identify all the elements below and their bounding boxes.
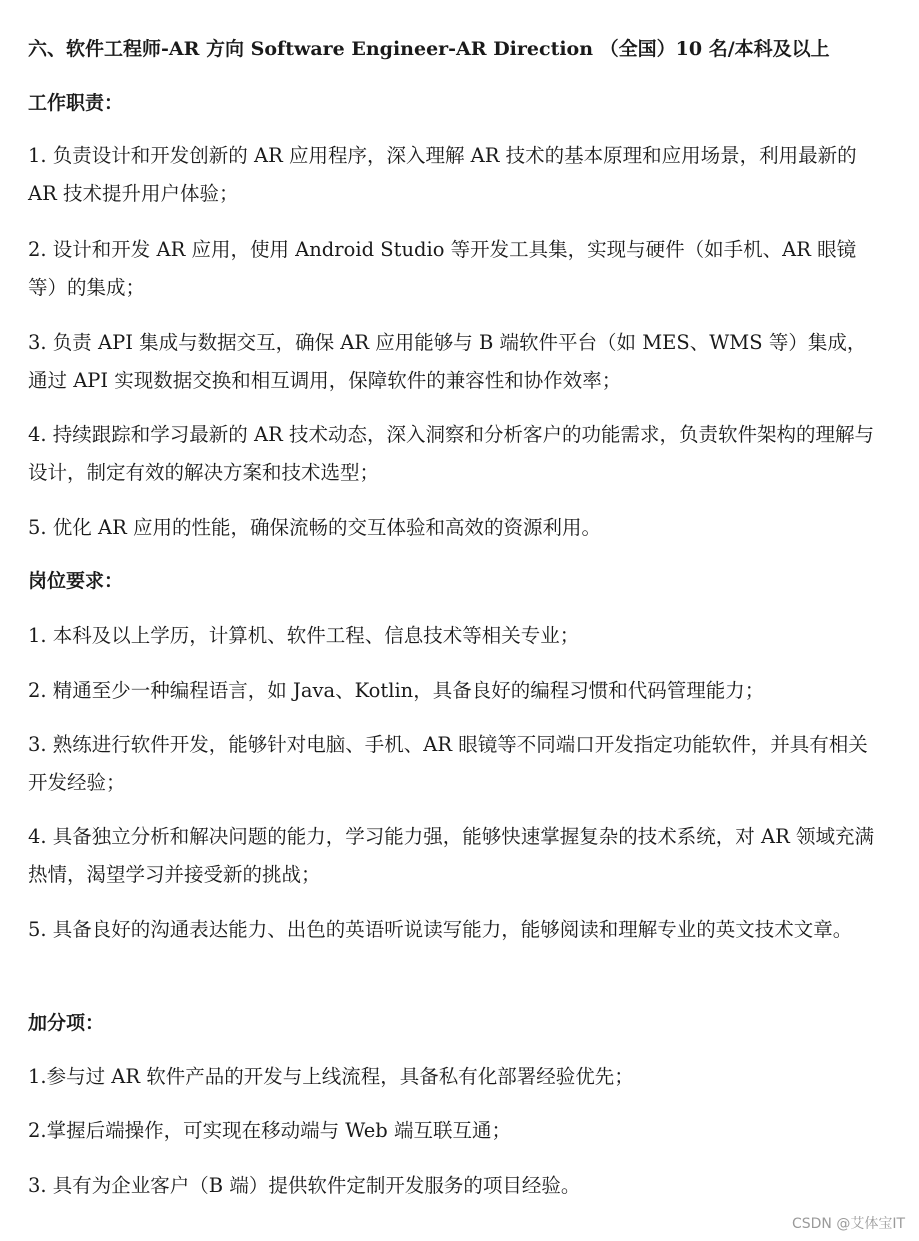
section-heading-responsibilities: 工作职责： [28,92,124,114]
requirement-item-1: 1. 本科及以上学历，计算机、软件工程、信息技术等相关专业； [28,624,580,647]
responsibility-item-2: 2. 设计和开发 AR 应用，使用 Android Studio 等开发工具集，实现与硬件（如手机、AR 眼镜等）的集成； [28,238,857,299]
bonus-item-3: 3. 具有为企业客户（B 端）提供软件定制开发服务的项目经验。 [28,1174,581,1197]
requirement-item-4: 4. 具备独立分析和解决问题的能力，学习能力强，能够快速掌握复杂的技术系统，对 AR 领域充满热情，渴望学习并接受新的挑战； [28,825,874,886]
csdn-watermark: CSDN @艾体宝IT [791,1216,905,1232]
bonus-item-1: 1.参与过 AR 软件产品的开发与上线流程，具备私有化部署经验优先； [28,1065,634,1088]
requirement-item-5: 5. 具备良好的沟通表达能力、出色的英语听说读写能力，能够阅读和理解专业的英文技术文章。 [28,918,853,941]
requirement-item-3: 3. 熟练进行软件开发，能够针对电脑、手机、AR 眼镜等不同端口开发指定功能软件，并具有相关开发经验； [28,733,868,794]
section-heading-bonus: 加分项： [28,1012,105,1034]
responsibility-item-5: 5. 优化 AR 应用的性能，确保流畅的交互体验和高效的资源利用。 [28,516,601,539]
section-heading-requirements: 岗位要求： [28,570,124,592]
job-title: 六、软件工程师-AR 方向 Software Engineer-AR Direction （全国）10 名/本科及以上 [28,38,830,60]
requirement-item-2: 2. 精通至少一种编程语言，如 Java、Kotlin，具备良好的编程习惯和代码管理能力； [28,679,765,702]
bonus-item-2: 2.掌握后端操作，可实现在移动端与 Web 端互联互通； [28,1119,511,1142]
responsibility-item-1: 1. 负责设计和开发创新的 AR 应用程序，深入理解 AR 技术的基本原理和应用场景，利用最新的 AR 技术提升用户体验； [28,144,857,205]
responsibility-item-4: 4. 持续跟踪和学习最新的 AR 技术动态，深入洞察和分析客户的功能需求，负责软件架构的理解与设计，制定有效的解决方案和技术选型； [28,423,874,484]
responsibility-item-3: 3. 负责 API 集成与数据交互，确保 AR 应用能够与 B 端软件平台（如 MES、WMS 等）集成，通过 API 实现数据交换和相互调用，保障软件的兼容性和协作效率； [28,331,867,392]
